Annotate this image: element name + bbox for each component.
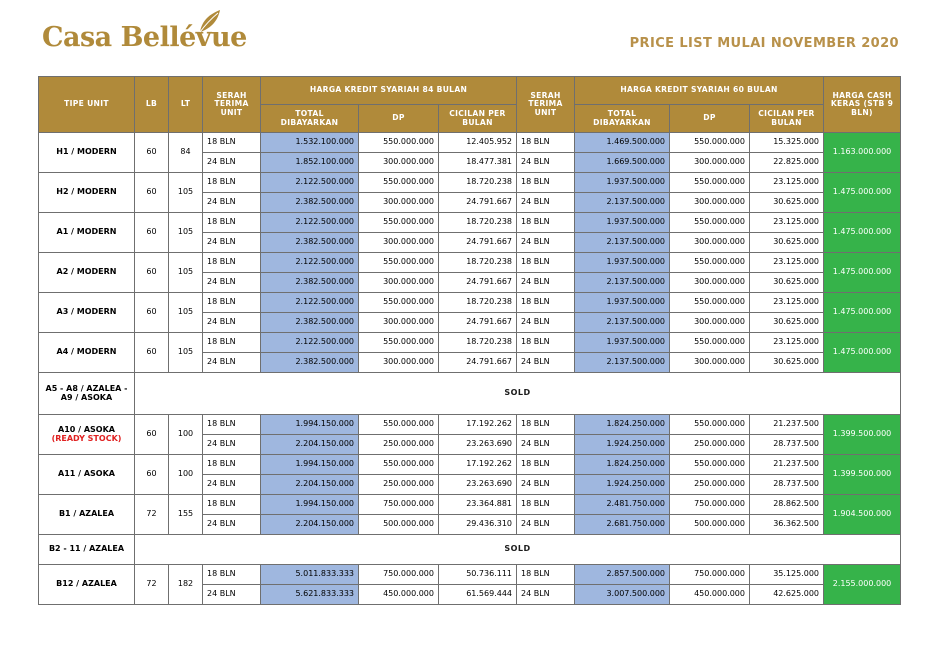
serah-terima-84: 18 BLN [203,455,261,475]
total-84: 5.621.833.333 [261,585,359,605]
dp-60: 550.000.000 [670,173,750,193]
total-84: 1.852.100.000 [261,153,359,173]
unit-type-label: B12 / AZALEA [56,579,117,589]
dp-84: 550.000.000 [359,293,439,313]
dp-60: 300.000.000 [670,233,750,253]
lt-value: 105 [169,333,203,373]
total-60: 2.481.750.000 [575,495,670,515]
serah-terima-60: 18 BLN [517,293,575,313]
table-row [39,333,901,353]
total-60: 1.469.500.000 [575,133,670,153]
dp-84: 550.000.000 [359,133,439,153]
dp-60: 450.000.000 [670,585,750,605]
table-row [39,565,901,585]
header-lb: LB [135,77,169,133]
cicilan-60: 23.125.000 [750,173,824,193]
cicilan-84: 12.405.952 [439,133,517,153]
brand-logo: Casa Bellévue [42,22,247,53]
dp-84: 450.000.000 [359,585,439,605]
unit-type [39,455,135,495]
lb-value: 60 [135,213,169,253]
table-row [39,173,901,193]
dp-60: 500.000.000 [670,515,750,535]
unit-type [39,253,135,293]
dp-60: 550.000.000 [670,293,750,313]
total-84: 1.532.100.000 [261,133,359,153]
cicilan-60: 22.825.000 [750,153,824,173]
serah-terima-60: 24 BLN [517,193,575,213]
sold-label: SOLD [135,535,901,565]
dp-84: 300.000.000 [359,353,439,373]
serah-terima-84: 24 BLN [203,585,261,605]
table-row [39,495,901,515]
total-60: 1.924.250.000 [575,475,670,495]
cicilan-84: 17.192.262 [439,415,517,435]
serah-terima-84: 24 BLN [203,475,261,495]
total-60: 2.137.500.000 [575,233,670,253]
cicilan-60: 23.125.000 [750,213,824,233]
dp-60: 550.000.000 [670,455,750,475]
lt-value: 100 [169,455,203,495]
serah-terima-60: 24 BLN [517,313,575,333]
sold-label: SOLD [135,373,901,415]
dp-60: 550.000.000 [670,333,750,353]
dp-60: 250.000.000 [670,435,750,455]
dp-84: 300.000.000 [359,153,439,173]
serah-terima-84: 24 BLN [203,353,261,373]
cicilan-84: 17.192.262 [439,455,517,475]
total-60: 1.937.500.000 [575,333,670,353]
unit-type-label: H1 / MODERN [56,147,117,157]
serah-terima-84: 18 BLN [203,133,261,153]
serah-terima-60: 18 BLN [517,333,575,353]
table-row [39,455,901,475]
unit-type-label: A2 / MODERN [56,267,117,277]
serah-terima-84: 24 BLN [203,435,261,455]
sold-row [39,535,901,565]
cicilan-84: 18.477.381 [439,153,517,173]
dp-84: 250.000.000 [359,435,439,455]
ready-stock-note: (READY STOCK) [51,433,122,443]
cicilan-60: 15.325.000 [750,133,824,153]
lt-value: 155 [169,495,203,535]
total-60: 1.824.250.000 [575,415,670,435]
dp-60: 550.000.000 [670,133,750,153]
lt-value: 105 [169,173,203,213]
cicilan-60: 30.625.000 [750,193,824,213]
serah-terima-84: 18 BLN [203,293,261,313]
table-row [39,293,901,313]
serah-terima-60: 24 BLN [517,475,575,495]
dp-60: 550.000.000 [670,253,750,273]
cash-price: 1.475.000.000 [824,253,901,293]
serah-terima-60: 24 BLN [517,435,575,455]
dp-84: 250.000.000 [359,475,439,495]
unit-type [39,133,135,173]
unit-type-label: H2 / MODERN [56,187,117,197]
dp-60: 750.000.000 [670,565,750,585]
cicilan-60: 23.125.000 [750,253,824,273]
dp-60: 300.000.000 [670,313,750,333]
cicilan-60: 30.625.000 [750,313,824,333]
total-60: 1.924.250.000 [575,435,670,455]
cicilan-84: 29.436.310 [439,515,517,535]
total-84: 2.382.500.000 [261,193,359,213]
cicilan-60: 21.237.500 [750,415,824,435]
lb-value: 60 [135,173,169,213]
serah-terima-84: 24 BLN [203,233,261,253]
dp-84: 500.000.000 [359,515,439,535]
total-60: 2.857.500.000 [575,565,670,585]
total-60: 3.007.500.000 [575,585,670,605]
header-tipe-unit: TIPE UNIT [39,77,135,133]
total-60: 1.669.500.000 [575,153,670,173]
cicilan-84: 23.263.690 [439,435,517,455]
serah-terima-60: 24 BLN [517,515,575,535]
dp-84: 750.000.000 [359,565,439,585]
dp-60: 300.000.000 [670,193,750,213]
lb-value: 72 [135,565,169,605]
total-84: 2.204.150.000 [261,435,359,455]
lb-value: 60 [135,455,169,495]
dp-84: 550.000.000 [359,455,439,475]
cicilan-60: 28.862.500 [750,495,824,515]
dp-84: 300.000.000 [359,233,439,253]
cicilan-60: 36.362.500 [750,515,824,535]
cicilan-60: 30.625.000 [750,353,824,373]
serah-terima-84: 18 BLN [203,565,261,585]
header-serah-terima-60: SERAH TERIMA UNIT [517,77,575,133]
cicilan-84: 24.791.667 [439,313,517,333]
total-84: 2.204.150.000 [261,475,359,495]
lt-value: 105 [169,213,203,253]
table-row [39,213,901,233]
cash-price: 1.399.500.000 [824,415,901,455]
serah-terima-60: 24 BLN [517,153,575,173]
serah-terima-84: 24 BLN [203,515,261,535]
total-60: 1.937.500.000 [575,173,670,193]
header-serah-terima-84: SERAH TERIMA UNIT [203,77,261,133]
cash-price: 1.475.000.000 [824,333,901,373]
lt-value: 105 [169,253,203,293]
lt-value: 84 [169,133,203,173]
cicilan-60: 30.625.000 [750,273,824,293]
dp-84: 550.000.000 [359,173,439,193]
cash-price: 1.904.500.000 [824,495,901,535]
cash-price: 1.399.500.000 [824,455,901,495]
header-kredit-84: HARGA KREDIT SYARIAH 84 BULAN [261,77,517,105]
cicilan-84: 18.720.238 [439,173,517,193]
dp-84: 550.000.000 [359,213,439,233]
unit-type [39,495,135,535]
cicilan-84: 23.364.881 [439,495,517,515]
lt-value: 105 [169,293,203,333]
lt-value: 100 [169,415,203,455]
total-84: 2.122.500.000 [261,293,359,313]
header-dp-84: DP [359,105,439,133]
cicilan-84: 24.791.667 [439,353,517,373]
total-84: 1.994.150.000 [261,495,359,515]
total-84: 2.122.500.000 [261,173,359,193]
total-84: 1.994.150.000 [261,415,359,435]
dp-84: 300.000.000 [359,313,439,333]
cicilan-84: 23.263.690 [439,475,517,495]
serah-terima-60: 18 BLN [517,455,575,475]
table-row [39,415,901,435]
serah-terima-84: 18 BLN [203,415,261,435]
serah-terima-60: 18 BLN [517,173,575,193]
total-84: 2.382.500.000 [261,273,359,293]
total-60: 2.137.500.000 [575,193,670,213]
total-84: 2.122.500.000 [261,333,359,353]
serah-terima-84: 24 BLN [203,313,261,333]
cicilan-84: 24.791.667 [439,233,517,253]
dp-84: 300.000.000 [359,193,439,213]
cash-price: 1.475.000.000 [824,173,901,213]
cicilan-60: 35.125.000 [750,565,824,585]
dp-84: 750.000.000 [359,495,439,515]
total-84: 2.382.500.000 [261,353,359,373]
total-60: 1.937.500.000 [575,253,670,273]
total-60: 2.137.500.000 [575,353,670,373]
header-dp-60: DP [670,105,750,133]
cicilan-84: 18.720.238 [439,253,517,273]
lb-value: 60 [135,333,169,373]
unit-type [39,415,135,455]
serah-terima-60: 24 BLN [517,353,575,373]
total-84: 2.122.500.000 [261,213,359,233]
total-60: 1.937.500.000 [575,293,670,313]
total-60: 2.137.500.000 [575,273,670,293]
unit-type [39,565,135,605]
serah-terima-60: 24 BLN [517,233,575,253]
serah-terima-84: 24 BLN [203,193,261,213]
table-row [39,133,901,153]
total-84: 2.204.150.000 [261,515,359,535]
cash-price: 1.475.000.000 [824,293,901,333]
total-84: 2.382.500.000 [261,233,359,253]
dp-84: 550.000.000 [359,333,439,353]
lb-value: 60 [135,133,169,173]
header-cicilan-84: CICILAN PER BULAN [439,105,517,133]
serah-terima-84: 24 BLN [203,153,261,173]
header-cicilan-60: CICILAN PER BULAN [750,105,824,133]
cash-price: 1.475.000.000 [824,213,901,253]
serah-terima-84: 18 BLN [203,333,261,353]
total-60: 2.681.750.000 [575,515,670,535]
cicilan-60: 30.625.000 [750,233,824,253]
unit-type: A5 - A8 / AZALEA - A9 / ASOKA [39,373,135,415]
cicilan-84: 18.720.238 [439,333,517,353]
unit-type-label: A10 / ASOKA [58,424,115,434]
header-lt: LT [169,77,203,133]
cicilan-84: 50.736.111 [439,565,517,585]
serah-terima-60: 18 BLN [517,495,575,515]
dp-60: 550.000.000 [670,213,750,233]
cicilan-60: 28.737.500 [750,475,824,495]
cicilan-60: 28.737.500 [750,435,824,455]
serah-terima-60: 24 BLN [517,585,575,605]
unit-type-label: A4 / MODERN [56,347,117,357]
lb-value: 60 [135,253,169,293]
dp-84: 300.000.000 [359,273,439,293]
cicilan-84: 24.791.667 [439,273,517,293]
total-60: 1.824.250.000 [575,455,670,475]
leaf-icon [196,8,224,34]
price-table [38,76,901,605]
serah-terima-84: 18 BLN [203,213,261,233]
dp-60: 300.000.000 [670,273,750,293]
cicilan-60: 23.125.000 [750,293,824,313]
serah-terima-60: 18 BLN [517,213,575,233]
table-row [39,253,901,273]
unit-type [39,173,135,213]
cash-price: 2.155.000.000 [824,565,901,605]
cicilan-60: 21.237.500 [750,455,824,475]
dp-60: 550.000.000 [670,415,750,435]
serah-terima-84: 18 BLN [203,173,261,193]
unit-type-label: A3 / MODERN [56,307,117,317]
page-title: PRICE LIST MULAI NOVEMBER 2020 [629,36,899,51]
serah-terima-84: 18 BLN [203,495,261,515]
header-total-60: TOTAL DIBAYARKAN [575,105,670,133]
total-84: 5.011.833.333 [261,565,359,585]
cicilan-84: 18.720.238 [439,293,517,313]
unit-type-label: B1 / AZALEA [58,509,115,519]
dp-60: 750.000.000 [670,495,750,515]
cicilan-84: 61.569.444 [439,585,517,605]
header-cash: HARGA CASH KERAS (STB 9 BLN) [824,77,901,133]
unit-type [39,293,135,333]
unit-type-label: A11 / ASOKA [58,469,115,479]
serah-terima-84: 24 BLN [203,273,261,293]
lt-value: 182 [169,565,203,605]
total-84: 1.994.150.000 [261,455,359,475]
lb-value: 60 [135,415,169,455]
dp-84: 550.000.000 [359,253,439,273]
serah-terima-60: 18 BLN [517,253,575,273]
cicilan-60: 42.625.000 [750,585,824,605]
unit-type [39,333,135,373]
dp-60: 300.000.000 [670,353,750,373]
unit-type [39,213,135,253]
serah-terima-60: 18 BLN [517,133,575,153]
dp-60: 300.000.000 [670,153,750,173]
header-kredit-60: HARGA KREDIT SYARIAH 60 BULAN [575,77,824,105]
unit-type: B2 - 11 / AZALEA [39,535,135,565]
total-60: 1.937.500.000 [575,213,670,233]
serah-terima-60: 18 BLN [517,415,575,435]
sold-row [39,373,901,415]
dp-84: 550.000.000 [359,415,439,435]
cicilan-84: 24.791.667 [439,193,517,213]
serah-terima-60: 24 BLN [517,273,575,293]
total-84: 2.122.500.000 [261,253,359,273]
lb-value: 72 [135,495,169,535]
total-60: 2.137.500.000 [575,313,670,333]
lb-value: 60 [135,293,169,333]
serah-terima-60: 18 BLN [517,565,575,585]
dp-60: 250.000.000 [670,475,750,495]
serah-terima-84: 18 BLN [203,253,261,273]
cicilan-84: 18.720.238 [439,213,517,233]
header-total-84: TOTAL DIBAYARKAN [261,105,359,133]
cicilan-60: 23.125.000 [750,333,824,353]
unit-type-label: A1 / MODERN [56,227,117,237]
cash-price: 1.163.000.000 [824,133,901,173]
total-84: 2.382.500.000 [261,313,359,333]
